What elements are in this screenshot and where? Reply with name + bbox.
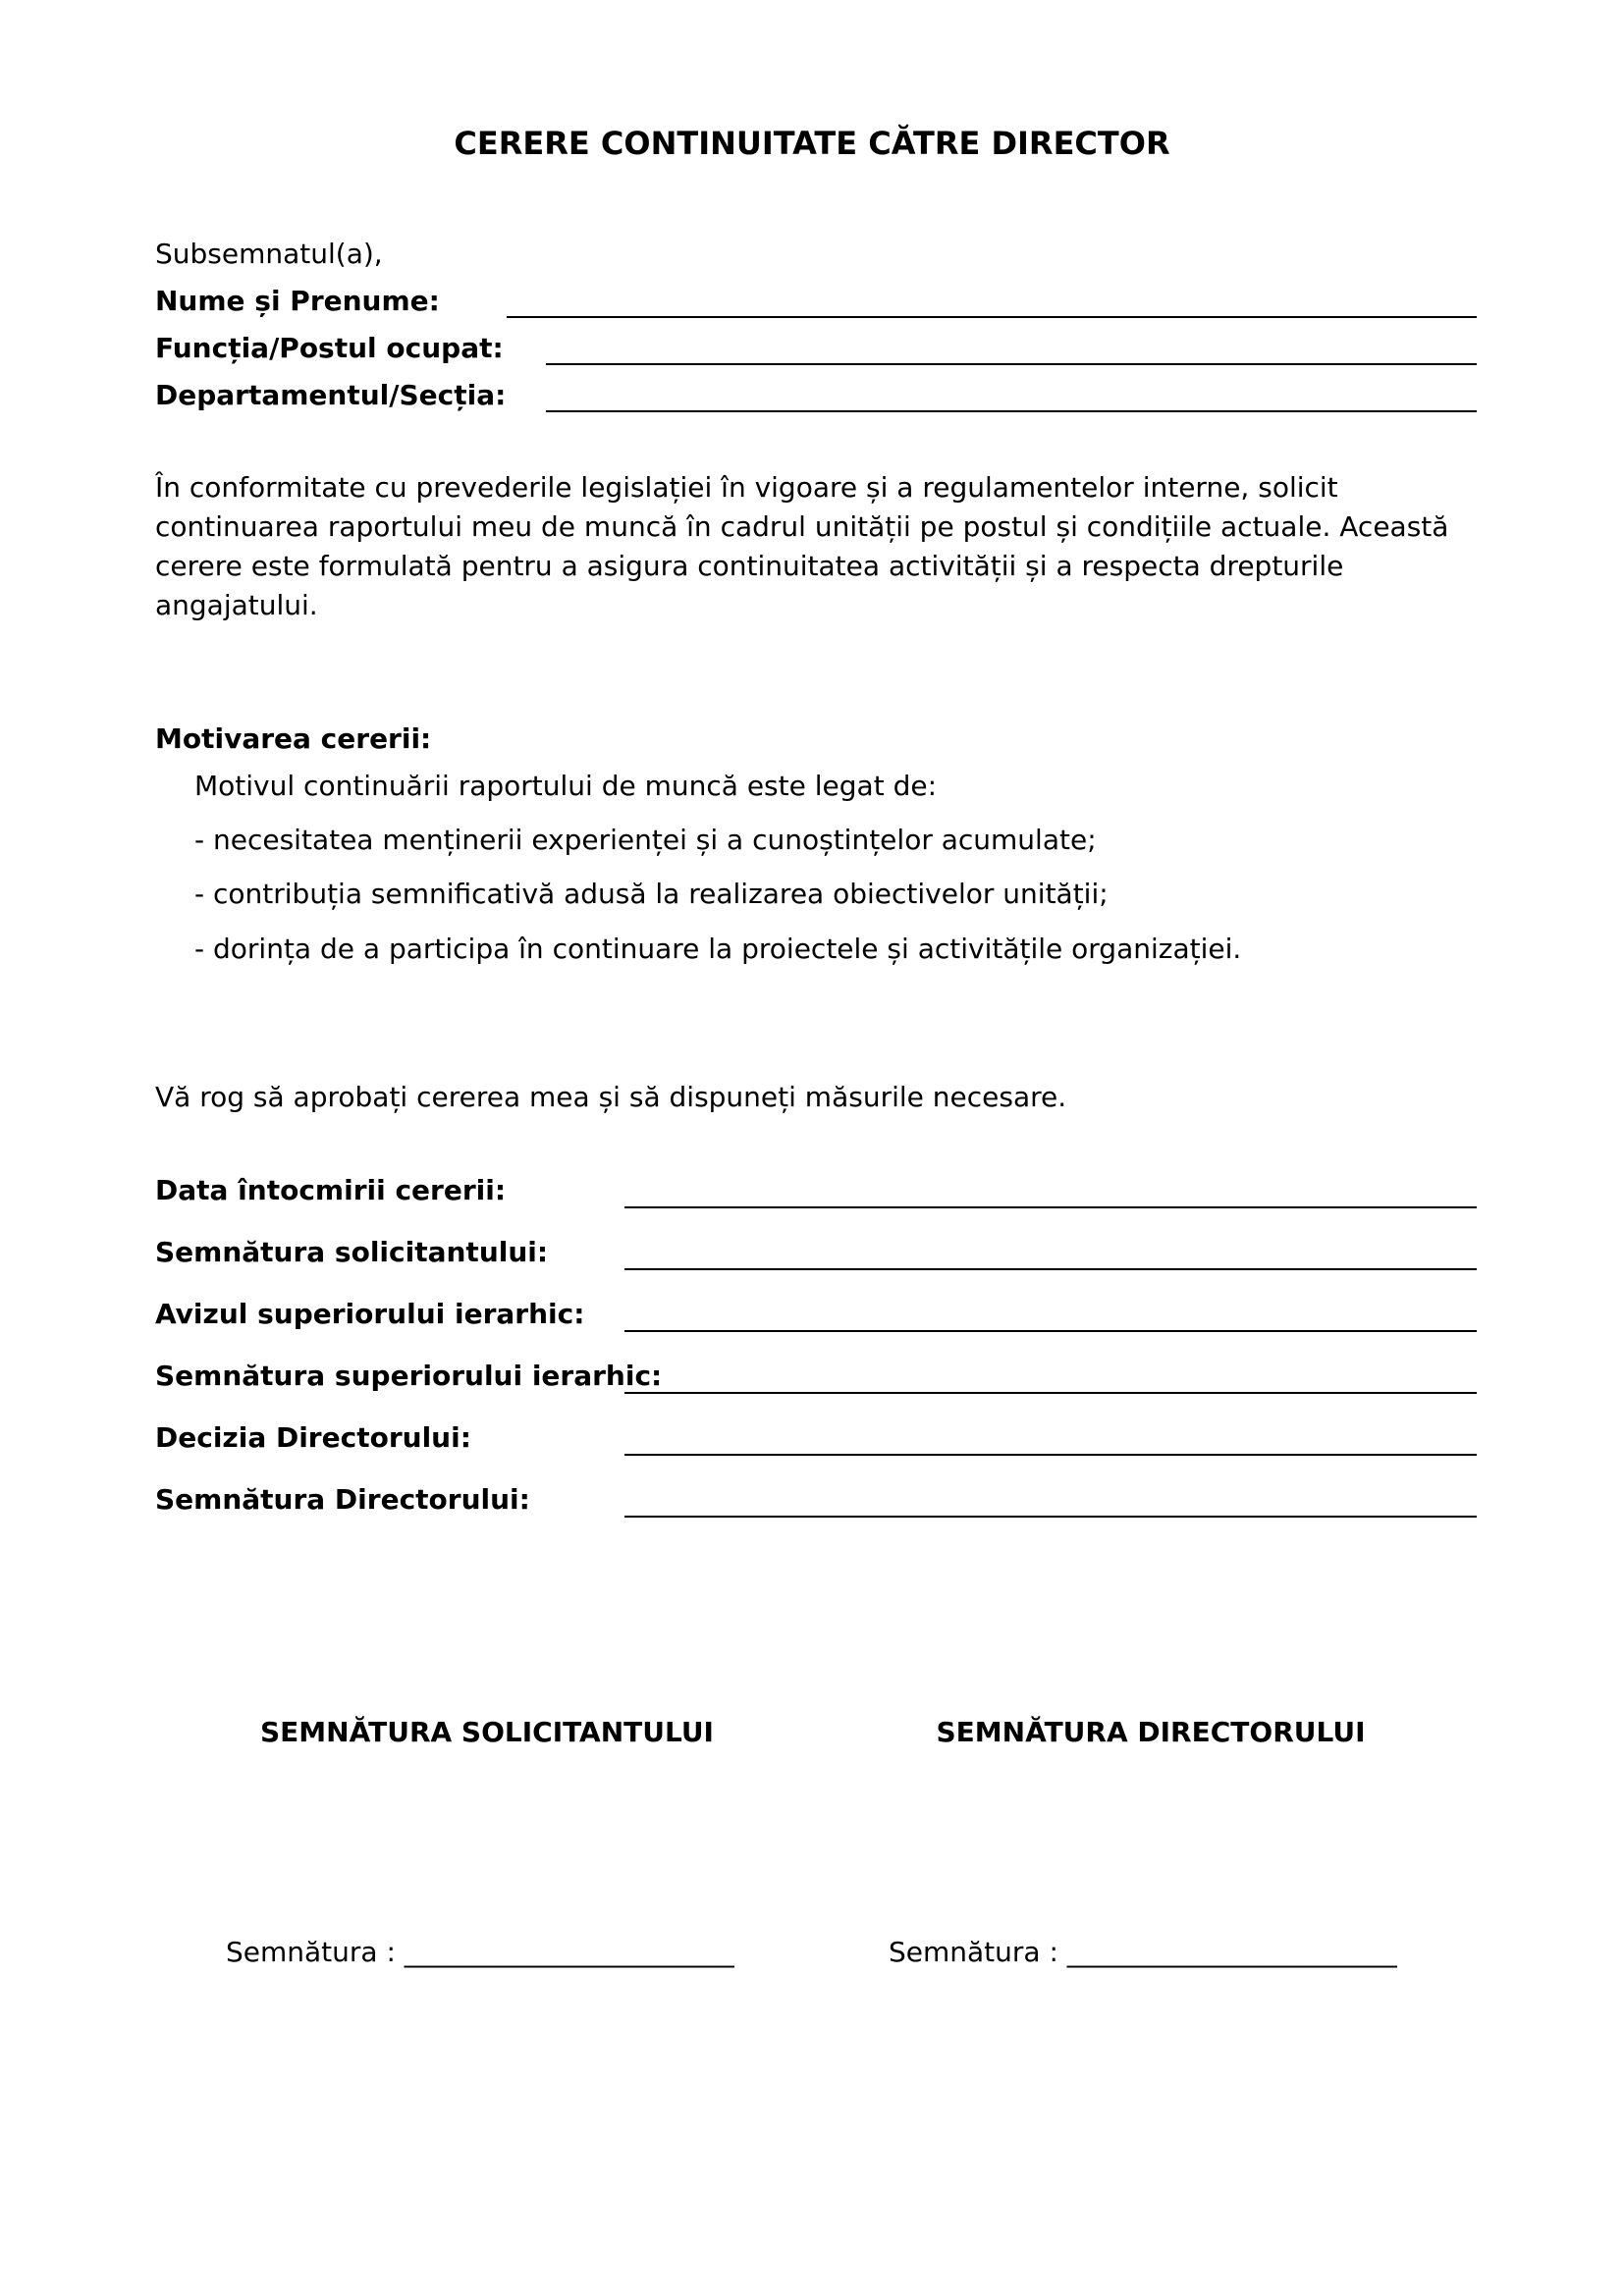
applicant-signature-heading: SEMNĂTURA SOLICITANTULUI — [260, 1716, 714, 1748]
department-field[interactable] — [546, 410, 1477, 412]
date-field[interactable] — [624, 1206, 1477, 1208]
document-title: CERERE CONTINUITATE CĂTRE DIRECTOR — [454, 125, 1170, 162]
applicant-signature-label: Semnătura solicitantului: — [155, 1236, 549, 1268]
director-signature-field[interactable] — [624, 1516, 1477, 1518]
intro-text: Subsemnatul(a), — [155, 238, 383, 270]
motivation-item: - contribuția semnificativă adusă la realizarea obiectivelor unității; — [194, 878, 1109, 910]
full-name-field[interactable] — [507, 316, 1477, 318]
director-signature-label: Semnătura Directorului: — [155, 1483, 530, 1516]
supervisor-signature-label: Semnătura superiorului ierarhic: — [155, 1360, 663, 1392]
applicant-signature-field[interactable] — [624, 1268, 1477, 1270]
full-name-label: Nume și Prenume: — [155, 285, 440, 317]
motivation-item: - dorința de a participa în continuare la proiectele și activitățile organizației. — [194, 933, 1242, 965]
department-label: Departamentul/Secția: — [155, 379, 507, 411]
supervisor-signature-field[interactable] — [624, 1392, 1477, 1394]
date-label: Data întocmirii cererii: — [155, 1174, 507, 1206]
position-label: Funcția/Postul ocupat: — [155, 332, 504, 364]
position-field[interactable] — [546, 363, 1477, 365]
director-decision-field[interactable] — [624, 1454, 1477, 1456]
director-decision-label: Decizia Directorului: — [155, 1421, 471, 1454]
motivation-heading: Motivarea cererii: — [155, 722, 432, 755]
motivation-intro: Motivul continuării raportului de muncă este legat de: — [194, 770, 937, 802]
request-text: Vă rog să aprobați cererea mea și să dispuneți măsurile necesare. — [155, 1081, 1067, 1113]
body-paragraph: În conformitate cu prevederile legislației în vigoare și a regulamentelor interne, solicit continuarea raportului meu de muncă în cadrul unității pe postul și condițiile actuale. Această cerere este formulată pentru a asigura continuitatea activității și a respecta drepturile angajatului. — [155, 471, 1449, 621]
motivation-item: - necesitatea menținerii experienței și a cunoștințelor acumulate; — [194, 824, 1097, 856]
applicant-signature-line[interactable]: Semnătura : ________________________ — [226, 1936, 734, 1968]
director-signature-line[interactable]: Semnătura : ________________________ — [889, 1936, 1397, 1968]
director-signature-heading: SEMNĂTURA DIRECTORULUI — [936, 1716, 1366, 1748]
supervisor-opinion-label: Avizul superiorului ierarhic: — [155, 1298, 585, 1330]
supervisor-opinion-field[interactable] — [624, 1330, 1477, 1332]
